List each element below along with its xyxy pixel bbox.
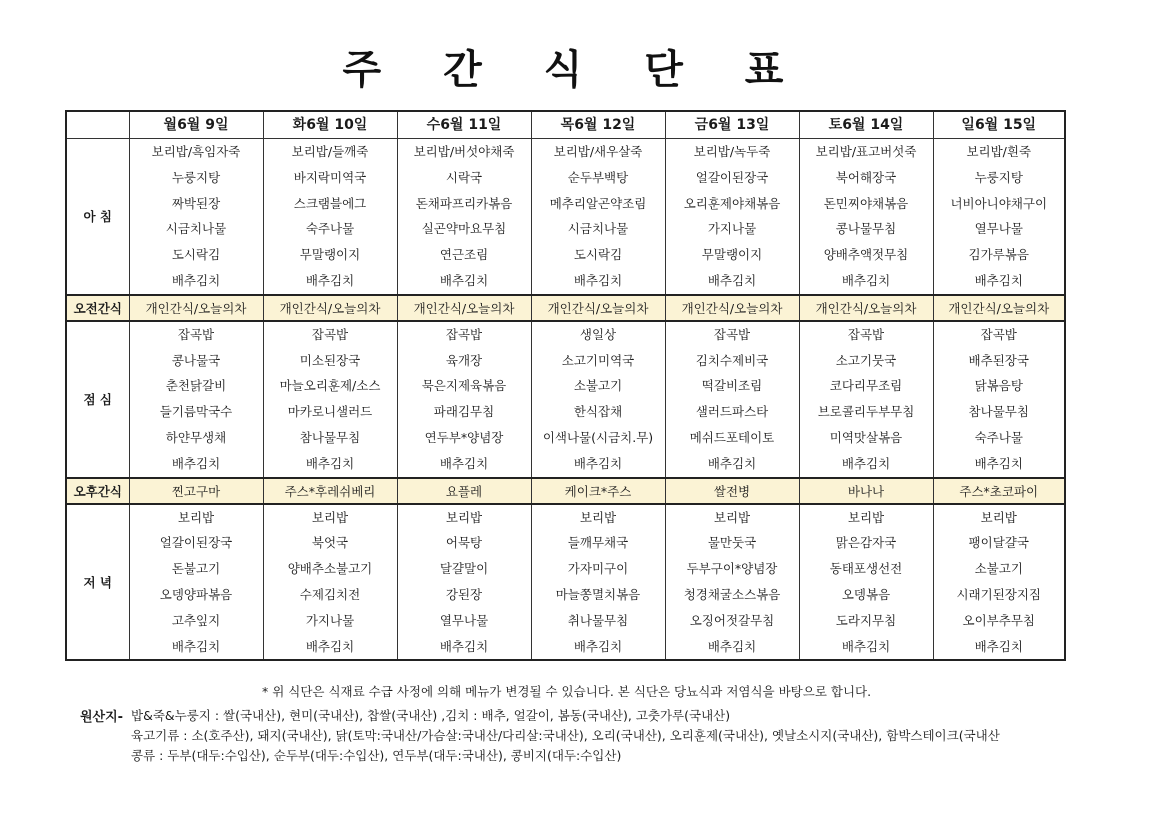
day-header-3	[531, 111, 665, 139]
meal-item: 배추김치	[841, 455, 891, 471]
meal-item: 양배추액젓무침	[823, 247, 909, 263]
meal-item: 배추김치	[841, 272, 891, 288]
meal-item: 누룽지탕	[171, 169, 221, 185]
meal-item: 마늘쫑멸치볶음	[555, 586, 641, 602]
meal-item: 배추김치	[305, 455, 355, 471]
meal-item-list	[264, 322, 397, 477]
weekly-menu-table	[65, 110, 1066, 661]
snack-cell: 케이크*주스	[531, 478, 665, 504]
meal-item: 배추김치	[573, 638, 623, 654]
day-date: 6월 10일	[306, 117, 368, 133]
meal-item: 보리밥	[445, 509, 483, 525]
day-date: 6월 15일	[974, 117, 1037, 133]
snack-cell: 쌀전병	[665, 478, 799, 504]
meal-item: 배추김치	[974, 272, 1023, 288]
meal-item-list	[666, 505, 799, 660]
meal-item-list	[800, 505, 933, 660]
meal-item: 시락국	[445, 169, 483, 185]
meal-item: 물만둣국	[707, 535, 757, 551]
dinner-label: 저 녁	[66, 504, 129, 661]
meal-cell	[129, 139, 263, 295]
day-header-0	[129, 111, 263, 139]
meal-item: 보리밥/표고버섯죽	[815, 144, 917, 159]
meal-item: 배추김치	[707, 272, 757, 288]
meal-item: 돈채파프리카볶음	[415, 195, 513, 211]
lunch-row	[66, 321, 1065, 478]
meal-item: 김치수제비국	[695, 352, 769, 368]
meal-item: 고추잎지	[171, 612, 221, 628]
origin-line-soy: 콩류 : 두부(대두:수입산), 순두부(대두:수입산), 연두부(대두:국내산), 콩비지(대두:수입산)	[131, 748, 622, 763]
meal-item: 콩나물국	[171, 352, 221, 368]
meal-item: 도시락김	[171, 247, 221, 263]
meal-item: 이색나물(시금치.무)	[542, 429, 654, 445]
day-date: 6월 9일	[177, 117, 229, 133]
meal-item: 취나물무침	[567, 612, 629, 628]
meal-cell	[933, 139, 1065, 295]
meal-item: 미역맛살볶음	[829, 429, 903, 445]
origin-label: 원산지-	[80, 710, 124, 725]
meal-item: 보리밥/흰죽	[966, 144, 1032, 159]
meal-cell	[397, 321, 531, 478]
meal-item: 보리밥	[980, 509, 1017, 525]
meal-item-list	[398, 505, 531, 660]
meal-cell	[263, 504, 397, 661]
snack-cell: 주스*초코파이	[933, 478, 1065, 504]
day-name: 수	[426, 117, 441, 133]
meal-item: 잡곡밥	[445, 326, 483, 342]
meal-item: 샐러드파스타	[695, 404, 769, 420]
day-name: 화	[292, 117, 307, 133]
meal-cell	[531, 321, 665, 478]
meal-cell	[263, 321, 397, 478]
meal-item: 소고기뭇국	[835, 352, 897, 368]
origin-line-rice-kimchi: 밥&죽&누룽지 : 쌀(국내산), 현미(국내산), 찹쌀(국내산) ,김치 : 배추, 얼갈이, 봄동(국내산), 고춧가루(국내산)	[131, 708, 731, 723]
meal-item: 무말랭이지	[299, 247, 361, 263]
meal-item: 잡곡밥	[713, 326, 751, 342]
meal-item: 얼갈이된장국	[695, 169, 769, 185]
meal-item: 잡곡밥	[847, 326, 885, 342]
meal-item: 배추된장국	[968, 352, 1029, 368]
day-date: 6월 13일	[708, 117, 770, 133]
meal-item: 돈민찌야채볶음	[823, 195, 909, 211]
meal-item: 배추김치	[439, 272, 489, 288]
meal-item: 배추김치	[439, 638, 489, 654]
meal-item: 순두부백탕	[567, 169, 629, 185]
meal-item-list	[934, 322, 1065, 477]
day-date: 6월 14일	[842, 117, 904, 133]
snack-cell: 주스*후레쉬베리	[263, 478, 397, 504]
day-header-1	[263, 111, 397, 139]
meal-item: 너비아니야채구이	[950, 195, 1048, 211]
meal-item-list	[264, 139, 397, 294]
meal-item: 수제김치전	[299, 586, 361, 602]
breakfast-row	[66, 139, 1065, 295]
header-row	[66, 111, 1065, 139]
meal-item: 보리밥	[847, 509, 885, 525]
snack-cell: 개인간식/오늘의차	[397, 295, 531, 321]
meal-item: 배추김치	[974, 455, 1023, 471]
day-name: 토	[828, 117, 843, 133]
meal-item-list	[666, 322, 799, 477]
meal-item: 배추김치	[974, 638, 1023, 654]
day-header-2	[397, 111, 531, 139]
meal-item: 배추김치	[707, 638, 757, 654]
meal-item: 동태포생선전	[829, 561, 903, 577]
meal-item: 보리밥/들깨죽	[291, 144, 369, 159]
day-name: 금	[694, 117, 709, 133]
snack-cell: 바나나	[799, 478, 933, 504]
meal-item: 스크램블에그	[293, 195, 367, 211]
meal-item: 연근조림	[439, 247, 489, 263]
meal-cell	[129, 504, 263, 661]
meal-item: 보리밥	[579, 509, 617, 525]
meal-item: 돈불고기	[171, 561, 221, 577]
meal-item: 양배추소불고기	[287, 561, 373, 577]
snack-cell: 개인간식/오늘의차	[933, 295, 1065, 321]
meal-item: 두부구이*양념장	[686, 561, 778, 577]
meal-item: 콩나물무침	[835, 221, 897, 237]
meal-item: 보리밥/녹두죽	[693, 144, 771, 159]
meal-item: 잡곡밥	[311, 326, 349, 342]
meal-cell	[397, 504, 531, 661]
meal-cell	[665, 139, 799, 295]
meal-item-list	[532, 505, 665, 660]
day-date: 6월 12일	[574, 117, 636, 133]
meal-item: 어묵탕	[445, 535, 483, 551]
meal-item: 보리밥/흑임자죽	[151, 144, 241, 159]
meal-item: 열무나물	[439, 612, 489, 628]
meal-item: 소불고기	[573, 378, 623, 394]
meal-item: 배추김치	[171, 272, 221, 288]
day-name: 일	[961, 117, 975, 133]
meal-cell	[933, 504, 1065, 661]
day-header-6	[933, 111, 1065, 139]
meal-item-list	[398, 139, 531, 294]
meal-item: 마늘오리훈제/소스	[279, 378, 381, 394]
meal-item-list	[532, 139, 665, 294]
meal-item: 강된장	[445, 586, 483, 602]
meal-item: 오뎅볶음	[841, 586, 891, 602]
meal-cell	[531, 504, 665, 661]
am-snack-label: 오전간식	[66, 295, 129, 321]
meal-item: 참나물무침	[299, 429, 361, 445]
meal-item: 숙주나물	[305, 221, 355, 237]
meal-item: 배추김치	[573, 272, 623, 288]
meal-item: 떡갈비조림	[701, 378, 763, 394]
meal-item: 소고기미역국	[561, 352, 635, 368]
meal-item: 배추김치	[305, 272, 355, 288]
meal-item: 배추김치	[171, 455, 221, 471]
snack-cell: 개인간식/오늘의차	[665, 295, 799, 321]
meal-item: 오리훈제야채볶음	[683, 195, 781, 211]
meal-item: 잡곡밥	[177, 326, 215, 342]
meal-item-list	[398, 322, 531, 477]
meal-item: 무말랭이지	[701, 247, 763, 263]
meal-item: 마카로니샐러드	[287, 404, 373, 420]
meal-item-list	[934, 139, 1065, 294]
meal-item: 메추리알곤약조림	[549, 195, 647, 211]
meal-item: 들깨무채국	[567, 535, 629, 551]
meal-item: 소불고기	[974, 561, 1023, 577]
meal-item: 묵은지제육볶음	[421, 378, 507, 394]
meal-item: 짜박된장	[171, 195, 221, 211]
meal-item: 도라지무침	[835, 612, 897, 628]
meal-cell	[665, 504, 799, 661]
meal-item: 북엇국	[311, 535, 349, 551]
pm-snack-label: 오후간식	[66, 478, 129, 504]
meal-item: 생일상	[579, 326, 617, 342]
meal-item: 파래김무침	[433, 404, 495, 420]
meal-cell	[531, 139, 665, 295]
meal-item: 들기름막국수	[159, 404, 233, 420]
snack-cell: 개인간식/오늘의차	[531, 295, 665, 321]
meal-item: 잡곡밥	[980, 326, 1017, 342]
meal-item: 김가루볶음	[968, 247, 1029, 263]
origin-line-meat: 육고기류 : 소(호주산), 돼지(국내산), 닭(토막:국내산/가슴살:국내산/다리살:국내산), 오리(국내산), 오리훈제(국내산), 옛날소시지(국내산), 함박스테이크(국내산	[131, 728, 1000, 743]
meal-item-list	[532, 322, 665, 477]
meal-item: 배추김치	[841, 638, 891, 654]
meal-item: 가지나물	[707, 221, 757, 237]
meal-item: 오뎅양파볶음	[159, 586, 233, 602]
snack-cell: 개인간식/오늘의차	[799, 295, 933, 321]
meal-item: 코다리무조림	[829, 378, 903, 394]
day-name: 목	[560, 117, 575, 133]
meal-item-list	[666, 139, 799, 294]
meal-item: 누룽지탕	[974, 169, 1023, 185]
meal-item: 바지락미역국	[293, 169, 367, 185]
meal-item: 가지나물	[305, 612, 355, 628]
meal-item: 메쉬드포테이토	[689, 429, 775, 445]
snack-cell: 요플레	[397, 478, 531, 504]
am-snack-row	[66, 295, 1065, 321]
snack-cell: 개인간식/오늘의차	[129, 295, 263, 321]
pm-snack-row	[66, 478, 1065, 504]
meal-item: 오징어젓갈무침	[689, 612, 775, 628]
footnote: * 위 식단은 식재료 수급 사정에 의해 메뉴가 변경될 수 있습니다. 본 식단은 당뇨식과 저염식을 바탕으로 합니다.	[262, 684, 872, 699]
meal-item: 팽이달걀국	[968, 535, 1029, 551]
meal-item-list	[800, 139, 933, 294]
meal-item: 맑은감자국	[835, 535, 897, 551]
meal-item: 배추김치	[305, 638, 355, 654]
meal-item: 보리밥/버섯야채죽	[413, 144, 515, 159]
meal-item: 열무나물	[974, 221, 1023, 237]
day-name: 월	[163, 117, 178, 133]
meal-item: 배추김치	[171, 638, 221, 654]
meal-cell	[263, 139, 397, 295]
meal-item: 실곤약마요무침	[421, 221, 507, 237]
lunch-label: 점 심	[66, 321, 129, 478]
meal-item: 북어해장국	[835, 169, 897, 185]
breakfast-label: 아 침	[66, 139, 129, 295]
meal-item: 한식잡채	[573, 404, 623, 420]
meal-item: 배추김치	[439, 455, 489, 471]
meal-item: 숙주나물	[974, 429, 1023, 445]
meal-item: 배추김치	[707, 455, 757, 471]
meal-item: 참나물무침	[968, 404, 1029, 420]
day-date: 6월 11일	[440, 117, 502, 133]
meal-cell	[129, 321, 263, 478]
dinner-row	[66, 504, 1065, 661]
meal-item: 브로콜리두부무침	[817, 404, 915, 420]
meal-cell	[799, 321, 933, 478]
meal-item: 육개장	[445, 352, 483, 368]
meal-cell	[799, 504, 933, 661]
meal-cell	[397, 139, 531, 295]
page-title: 주 간 식 단 표	[342, 47, 808, 93]
meal-cell	[933, 321, 1065, 478]
meal-item-list	[130, 505, 263, 660]
meal-item: 하얀무생채	[165, 429, 227, 445]
meal-item: 시금치나물	[567, 221, 629, 237]
meal-item: 시금치나물	[165, 221, 227, 237]
meal-item-list	[800, 322, 933, 477]
meal-item: 도시락김	[573, 247, 623, 263]
corner-cell	[66, 111, 129, 139]
meal-item-list	[130, 139, 263, 294]
meal-cell	[799, 139, 933, 295]
meal-item: 춘천닭갈비	[165, 378, 227, 394]
meal-item-list	[934, 505, 1065, 660]
meal-item: 배추김치	[573, 455, 623, 471]
meal-item: 달걀말이	[439, 561, 489, 577]
snack-cell: 찐고구마	[129, 478, 263, 504]
meal-item: 미소된장국	[299, 352, 361, 368]
day-header-5	[799, 111, 933, 139]
meal-item-list	[130, 322, 263, 477]
meal-item: 가자미구이	[567, 561, 629, 577]
meal-item: 청경채굴소스볶음	[683, 586, 781, 602]
meal-item: 시래기된장지짐	[956, 586, 1042, 602]
meal-item: 보리밥	[713, 509, 751, 525]
meal-item: 보리밥	[311, 509, 349, 525]
meal-item: 닭볶음탕	[974, 378, 1023, 394]
meal-item-list	[264, 505, 397, 660]
meal-item: 보리밥/새우살죽	[553, 144, 643, 159]
meal-item: 보리밥	[177, 509, 215, 525]
meal-item: 얼갈이된장국	[159, 535, 233, 551]
meal-cell	[665, 321, 799, 478]
day-header-4	[665, 111, 799, 139]
snack-cell: 개인간식/오늘의차	[263, 295, 397, 321]
meal-item: 오이부추무침	[962, 612, 1035, 628]
meal-item: 연두부*양념장	[424, 429, 504, 445]
